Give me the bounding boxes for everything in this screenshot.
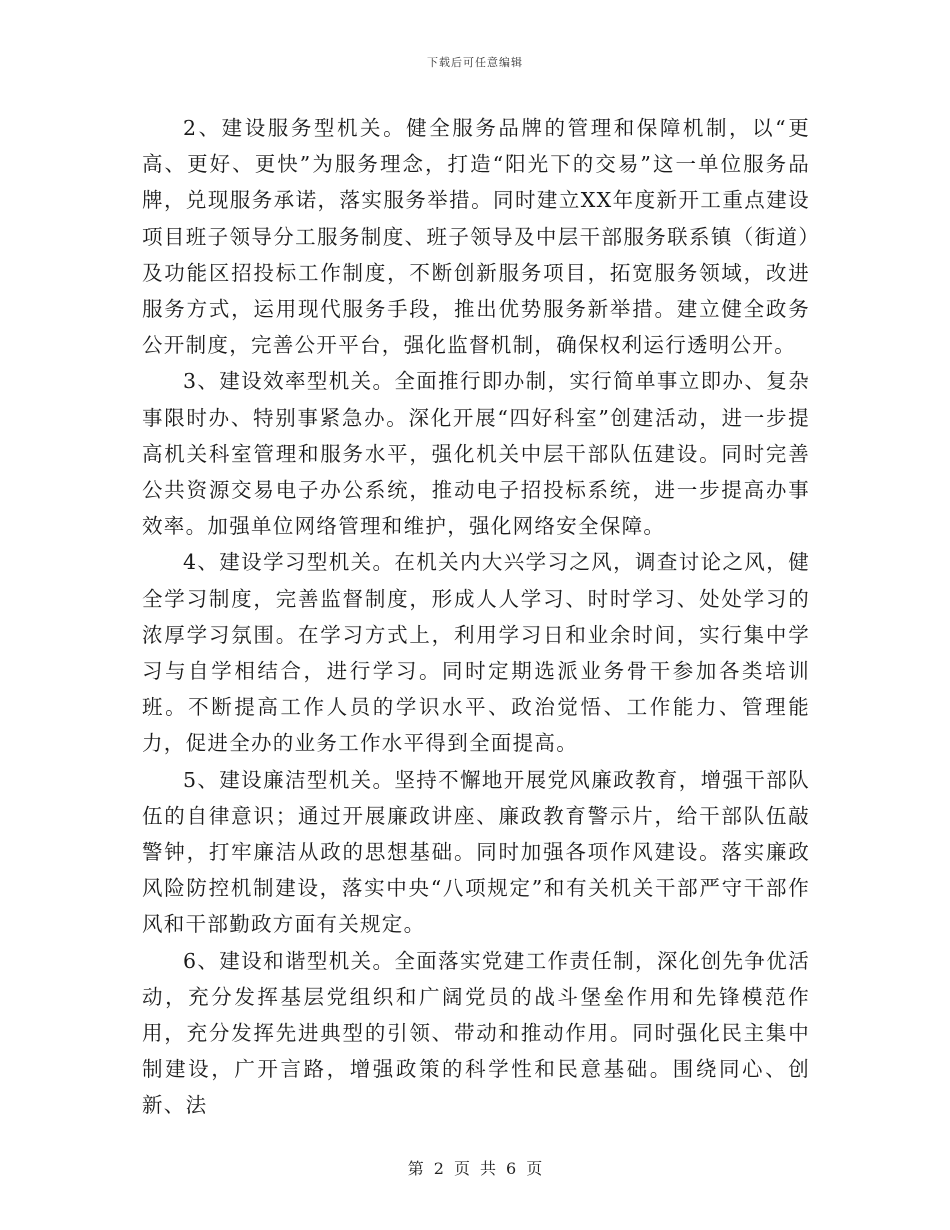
page-footer bbox=[0, 1156, 950, 1179]
total-pages-number: 6 bbox=[506, 1159, 517, 1178]
paragraph-service: 2、建设服务型机关。健全服务品牌的管理和保障机制，以“更高、更好、更快”为服务理念，打造“阳光下的交易”这一单位服务品牌，兑现服务承诺，落实服务举措。同时建立XX年度新开工重点建设项目班子领导分工服务制度、班子领导及中层干部服务联系镇（街道）及功能区招投标工作制度，不断创新服务项目，拓宽服务领域，改进服务方式，运用现代服务手段，推出优势服务新举措。建立健全政务公开制度，完善公开平台，强化监督机制，确保权利运行透明公开。 bbox=[142, 116, 810, 358]
paragraph-efficiency: 3、建设效率型机关。全面推行即办制，实行简单事立即办、复杂事限时办、特别事紧急办。深化开展“四好科室”创建活动，进一步提高机关科室管理和服务水平，强化机关中层干部队伍建设。同时完善公共资源交易电子办公系统，推动电子招投标系统，进一步提高办事效率。加强单位网络管理和维护，强化网络安全保障。 bbox=[142, 369, 810, 539]
current-page-number: 2 bbox=[433, 1159, 444, 1178]
paragraph-learning: 4、建设学习型机关。在机关内大兴学习之风，调查讨论之风，健全学习制度，完善监督制度，形成人人学习、时时学习、处处学习的浓厚学习氛围。在学习方式上，利用学习日和业余时间，实行集中学习与自学相结合，进行学习。同时定期选派业务骨干参加各类培训班。不断提高工作人员的学识水平、政治觉悟、工作能力、管理能力，促进全办的业务工作水平得到全面提高。 bbox=[142, 550, 810, 756]
paragraph-integrity: 5、建设廉洁型机关。坚持不懈地开展党风廉政教育，增强干部队伍的自律意识；通过开展廉政讲座、廉政教育警示片，给干部队伍敲警钟，打牢廉洁从政的思想基础。同时加强各项作风建设。落实廉政风险防控机制建设，落实中央“八项规定”和有关机关干部严守干部作风和干部勤政方面有关规定。 bbox=[142, 767, 810, 937]
paragraph-harmony: 6、建设和谐型机关。全面落实党建工作责任制，深化创先争优活动，充分发挥基层党组织和广阔党员的战斗堡垒作用和先锋模范作用，充分发挥先进典型的引领、带动和推动作用。同时强化民主集中制建设，广开言路，增强政策的科学性和民意基础。围绕同心、创新、法 bbox=[142, 948, 810, 1118]
footer-total-word: 共 bbox=[480, 1159, 497, 1178]
header-note: 下载后可任意编辑 bbox=[427, 56, 523, 69]
footer-page-word: 页 bbox=[453, 1159, 470, 1178]
footer-suffix: 页 bbox=[526, 1159, 543, 1178]
document-body bbox=[142, 110, 810, 1124]
footer-prefix: 第 bbox=[407, 1159, 424, 1178]
